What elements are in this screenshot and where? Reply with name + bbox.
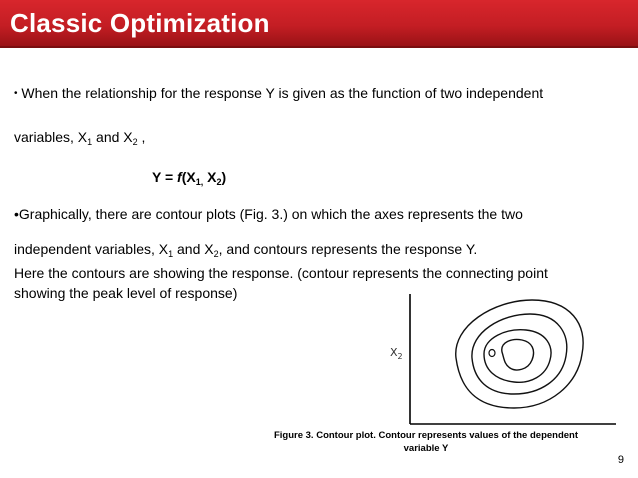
contour-outer bbox=[456, 300, 583, 408]
text-fragment: variables, X bbox=[14, 129, 88, 145]
page-number: 9 bbox=[617, 454, 624, 466]
bullet1-line2 bbox=[14, 128, 145, 146]
text-fragment: and X bbox=[92, 129, 133, 145]
subscript: 2 bbox=[216, 177, 222, 187]
subscript: 1 bbox=[87, 137, 93, 147]
contour-plot bbox=[376, 290, 616, 426]
paragraph-line1: Here the contours are showing the response. (contour represents the connecting point bbox=[14, 265, 548, 281]
text-fragment: (X bbox=[181, 169, 196, 185]
axis-label-x2: $X_2$ bbox=[390, 346, 403, 361]
bullet2-line2 bbox=[14, 240, 477, 258]
peak-marker bbox=[489, 350, 495, 357]
caption-line1: Figure 3. Contour plot. Contour represents values of the dependent bbox=[273, 430, 579, 441]
figure-caption bbox=[236, 429, 616, 455]
text-fragment: , bbox=[137, 129, 146, 145]
subscript: 1 bbox=[168, 249, 174, 259]
contour-core bbox=[502, 340, 534, 370]
slide-title: Classic Optimization bbox=[10, 8, 270, 38]
function-symbol: f bbox=[177, 169, 182, 185]
title-bar bbox=[0, 0, 638, 48]
paragraph-line2: showing the peak level of response) bbox=[14, 285, 238, 301]
subscript: 1, bbox=[195, 177, 204, 187]
text-fragment: X bbox=[203, 169, 217, 185]
text-fragment: Y = bbox=[152, 169, 178, 185]
text-fragment: , and contours represents the response Y. bbox=[218, 241, 478, 257]
bullet-marker: • bbox=[14, 88, 18, 99]
bullet1-line1 bbox=[14, 84, 543, 103]
bullet2-line1: •Graphically, there are contour plots (Fig. 3.) on which the axes represents the two bbox=[14, 206, 523, 222]
equation bbox=[152, 168, 226, 186]
text-fragment: independent variables, X bbox=[14, 241, 169, 257]
subscript: 2 bbox=[132, 137, 138, 147]
subscript: 2 bbox=[213, 249, 219, 259]
text-fragment: and X bbox=[173, 241, 214, 257]
text-fragment: ) bbox=[221, 169, 227, 185]
caption-line2: variable Y bbox=[403, 443, 449, 454]
bullet1-text: When the relationship for the response Y is given as the function of two independent bbox=[21, 85, 544, 101]
